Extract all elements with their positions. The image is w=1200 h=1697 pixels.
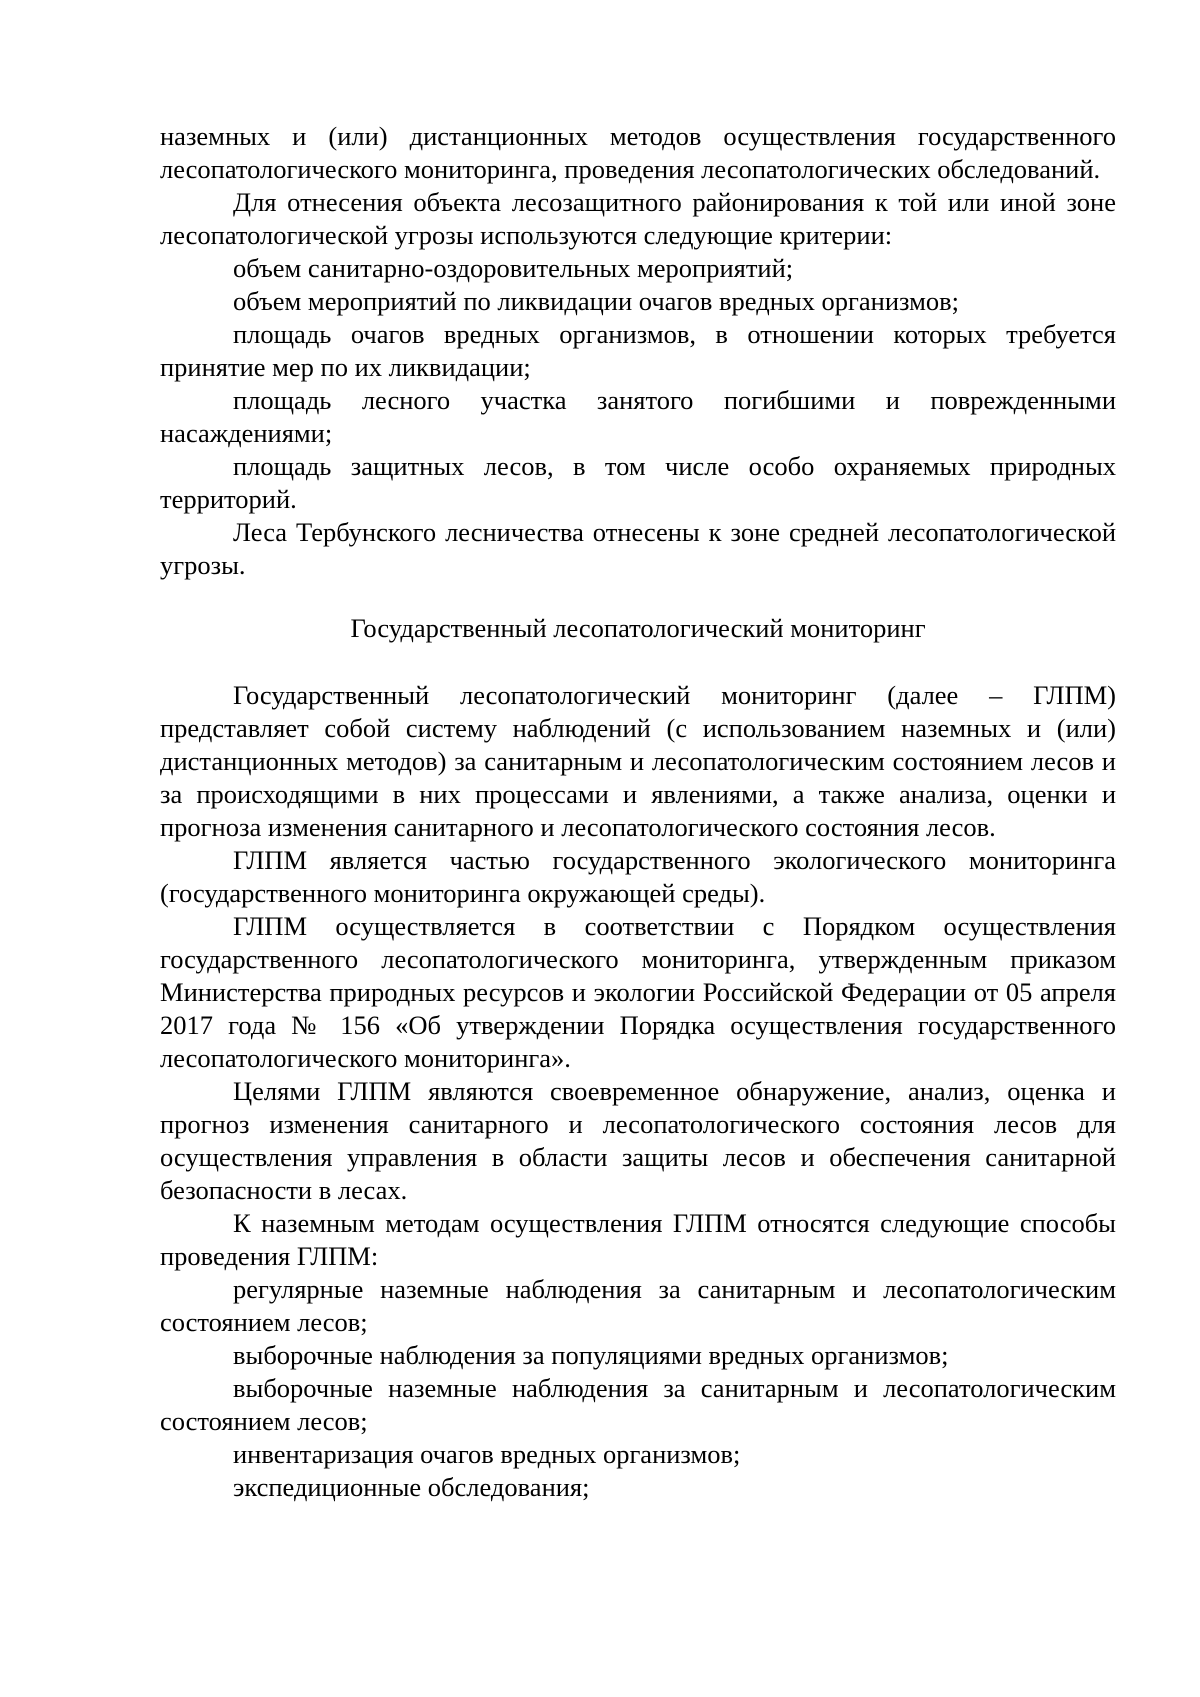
paragraph-glpm-methods-intro: К наземным методам осуществления ГЛПМ относятся следующие способы проведения ГЛПМ:	[160, 1208, 1116, 1271]
method-item: экспедиционные обследования;	[233, 1472, 590, 1502]
criteria-item: объем мероприятий по ликвидации очагов вредных организмов;	[233, 286, 960, 316]
paragraph-glpm-goals: Целями ГЛПМ являются своевременное обнаружение, анализ, оценка и прогноз изменения санитарного и лесопатологического состояния лесов для осуществления управления в области защиты лесов и обеспечения санитарной безопасности в лесах.	[160, 1076, 1116, 1205]
document-body	[160, 120, 1116, 1504]
method-item: инвентаризация очагов вредных организмов;	[233, 1439, 741, 1469]
paragraph-glpm-part: ГЛПМ является частью государственного экологического мониторинга (государственного мониторинга окружающей среды).	[160, 845, 1116, 908]
criteria-item: площадь лесного участка занятого погибшими и поврежденными насаждениями;	[160, 385, 1116, 448]
method-item: выборочные наземные наблюдения за санитарным и лесопатологическим состоянием лесов;	[160, 1373, 1116, 1436]
criteria-item: площадь очагов вредных организмов, в отношении которых требуется принятие мер по их ликвидации;	[160, 319, 1116, 382]
method-item: выборочные наблюдения за популяциями вредных организмов;	[233, 1340, 949, 1370]
paragraph-glpm-order: ГЛПМ осуществляется в соответствии с Порядком осуществления государственного лесопатологического мониторинга, утвержденным приказом Министерства природных ресурсов и экологии Российской Федерации от 05 апреля 2017 года № 156 «Об утверждении Порядка осуществления государственного лесопатологического мониторинга».	[160, 911, 1116, 1073]
paragraph-criteria-intro: Для отнесения объекта лесозащитного районирования к той или иной зоне лесопатологической угрозы используются следующие критерии:	[160, 187, 1116, 250]
paragraph-continuation: наземных и (или) дистанционных методов осуществления государственного лесопатологического мониторинга, проведения лесопатологических обследований.	[160, 121, 1116, 184]
section-heading: Государственный лесопатологический мониторинг	[350, 613, 926, 643]
method-item: регулярные наземные наблюдения за санитарным и лесопатологическим состоянием лесов;	[160, 1274, 1116, 1337]
criteria-item: площадь защитных лесов, в том числе особо охраняемых природных территорий.	[160, 451, 1116, 514]
criteria-item: объем санитарно-оздоровительных мероприятий;	[233, 253, 794, 283]
paragraph-glpm-definition: Государственный лесопатологический мониторинг (далее – ГЛПМ) представляет собой систему наблюдений (с использованием наземных и (или) дистанционных методов) за санитарным и лесопатологическим состоянием лесов и за происходящими в них процессами и явлениями, а также анализа, оценки и прогноза изменения санитарного и лесопатологического состояния лесов.	[160, 680, 1116, 842]
paragraph-zone-assignment: Леса Тербунского лесничества отнесены к зоне средней лесопатологической угрозы.	[160, 517, 1116, 580]
